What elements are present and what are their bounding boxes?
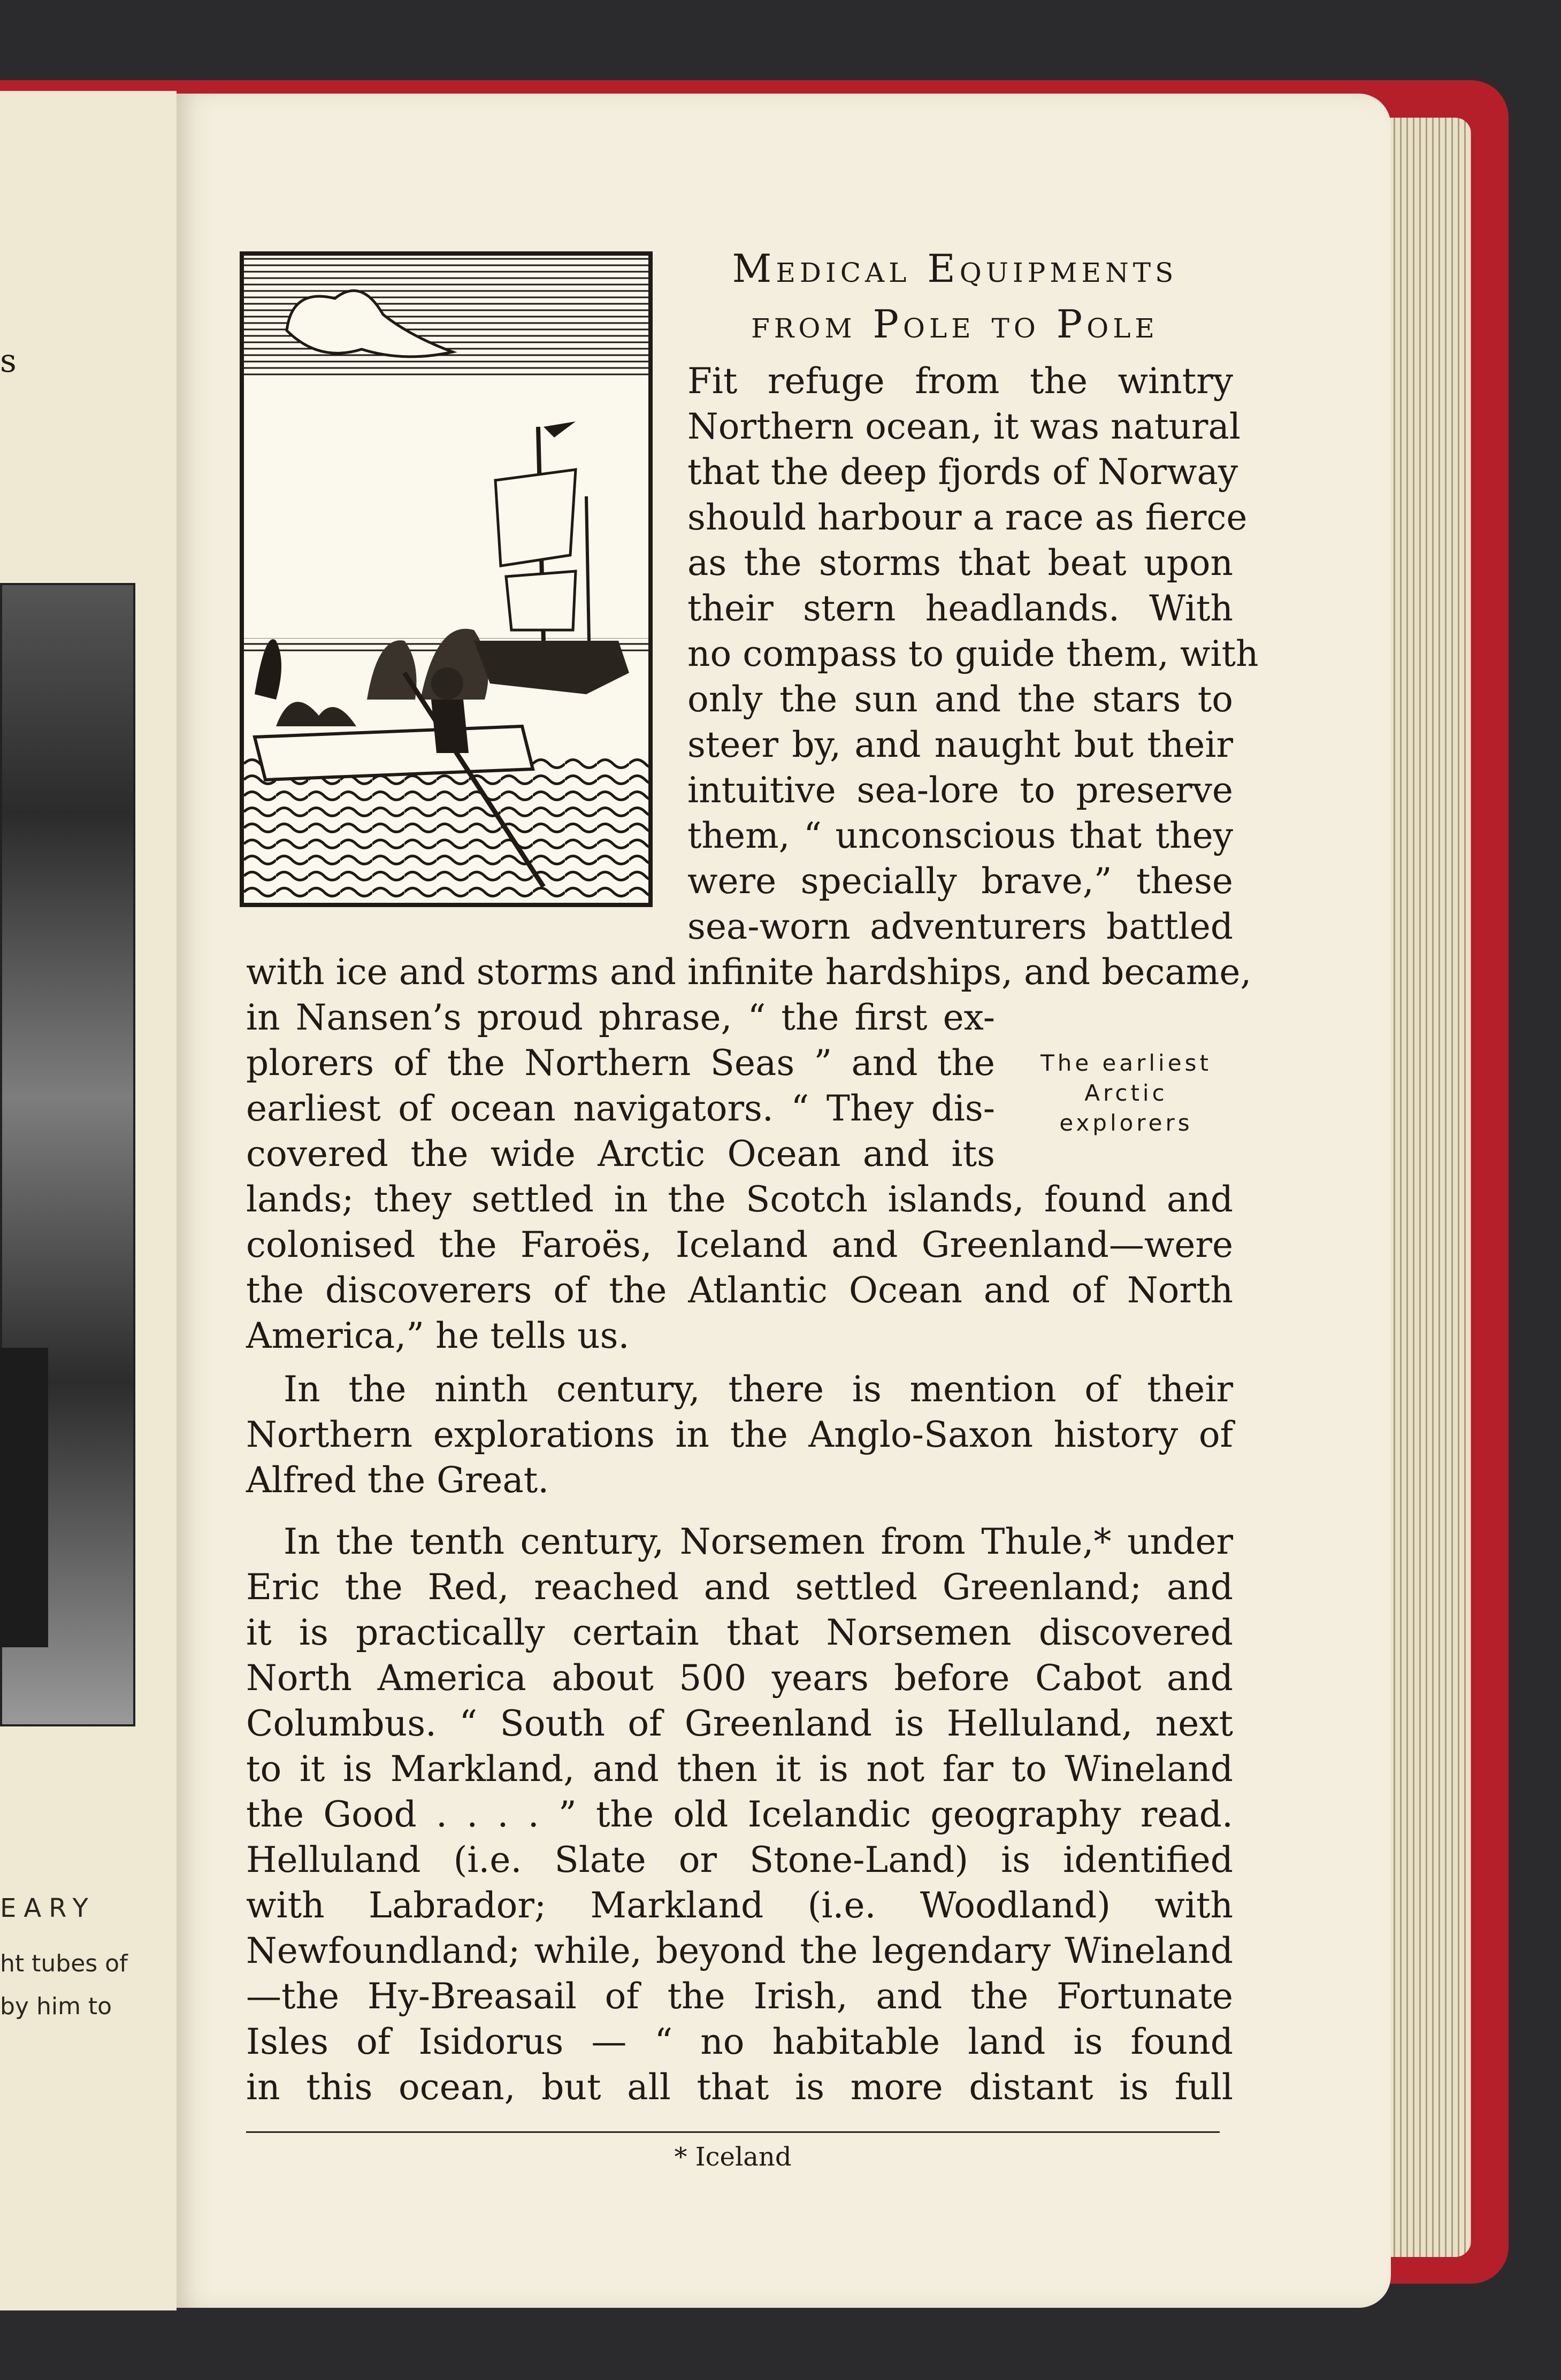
text-line: steer by, and naught but their bbox=[687, 724, 1233, 765]
footnote-rule bbox=[246, 2131, 1220, 2133]
sidenote-line: The earliest bbox=[1040, 1050, 1212, 1076]
sidenote-line: Arctic bbox=[1084, 1080, 1168, 1106]
text-line: Fit refuge from the wintry bbox=[687, 360, 1233, 402]
text-line: intuitive sea-lore to preserve bbox=[687, 770, 1233, 811]
text-line: Northern ocean, it was natural bbox=[687, 406, 1241, 447]
text-line: them, “ unconscious that they bbox=[687, 815, 1233, 856]
sailing-ship-woodcut-icon bbox=[240, 251, 653, 907]
text-line: Alfred the Great. bbox=[246, 1460, 549, 1501]
text-line: lands; they settled in the Scotch islands, found and bbox=[246, 1179, 1233, 1220]
text-line: plorers of the Northern Seas ” and the bbox=[246, 1042, 995, 1084]
text-line: In the ninth century, there is mention of their bbox=[284, 1369, 1233, 1410]
text-line: Eric the Red, reached and settled Greenland; and bbox=[246, 1567, 1233, 1608]
text-line: with ice and storms and infinite hardships, and became, bbox=[246, 951, 1252, 993]
text-line: should harbour a race as fierce bbox=[687, 497, 1248, 538]
text-line: their stern headlands. With bbox=[687, 588, 1233, 629]
text-line: In the tenth century, Norsemen from Thule,* under bbox=[284, 1521, 1233, 1562]
text-line: no compass to guide them, with bbox=[687, 633, 1259, 674]
text-line: with Labrador; Markland (i.e. Woodland) with bbox=[246, 1885, 1233, 1926]
text-line: only the sun and the stars to bbox=[687, 679, 1233, 720]
text-line: as the storms that beat upon bbox=[687, 542, 1233, 584]
text-line: Isles of Isidorus — “ no habitable land is found bbox=[246, 2021, 1233, 2062]
text-line: Northern explorations in the Anglo-Saxon history of bbox=[246, 1414, 1233, 1455]
text-line: in Nansen’s proud phrase, “ the first ex- bbox=[246, 997, 995, 1038]
text-line: covered the wide Arctic Ocean and its bbox=[246, 1133, 995, 1174]
footnote: * Iceland bbox=[674, 2142, 792, 2172]
text-line: to it is Markland, and then it is not far to Wineland bbox=[246, 1748, 1233, 1790]
left-caption-line: by him to bbox=[0, 1993, 112, 2020]
text-line: that the deep fjords of Norway bbox=[687, 451, 1238, 493]
chapter-heading bbox=[687, 241, 1222, 352]
marginal-sidenote bbox=[1024, 1048, 1228, 1138]
left-page-caption bbox=[0, 1893, 128, 2028]
text-line: colonised the Faroës, Iceland and Greenland—were bbox=[246, 1224, 1233, 1265]
chapter-heading-line-2: from Pole to Pole bbox=[751, 302, 1159, 347]
text-line: Columbus. “ South of Greenland is Helluland, next bbox=[246, 1703, 1233, 1744]
left-edge-letter: s bbox=[0, 342, 17, 380]
text-line: Helluland (i.e. Slate or Stone-Land) is identified bbox=[246, 1839, 1233, 1880]
text-line: Newfoundland; while, beyond the legendary Wineland bbox=[246, 1930, 1233, 1971]
sidenote-line: explorers bbox=[1059, 1110, 1193, 1136]
text-line: in this ocean, but all that is more distant is full bbox=[246, 2067, 1233, 2108]
text-line: the discoverers of the Atlantic Ocean and of North bbox=[246, 1270, 1233, 1311]
text-line: were specially brave,” these bbox=[687, 861, 1233, 902]
text-line: America,” he tells us. bbox=[246, 1315, 630, 1356]
chapter-heading-line-1: Medical Equipments bbox=[732, 246, 1178, 291]
text-line: it is practically certain that Norsemen discovered bbox=[246, 1612, 1233, 1653]
text-line: sea-worn adventurers battled bbox=[687, 906, 1233, 947]
left-caption-heading: EARY bbox=[0, 1893, 96, 1923]
text-line: earliest of ocean navigators. “ They dis- bbox=[246, 1088, 995, 1129]
text-line: —the Hy-Breasail of the Irish, and the Fortunate bbox=[246, 1976, 1233, 2017]
left-page-portrait-inset bbox=[0, 1348, 48, 1647]
text-line: North America about 500 years before Cabot and bbox=[246, 1657, 1233, 1699]
left-caption-line: ht tubes of bbox=[0, 1950, 128, 1977]
text-line: the Good . . . . ” the old Icelandic geography read. bbox=[246, 1794, 1233, 1835]
